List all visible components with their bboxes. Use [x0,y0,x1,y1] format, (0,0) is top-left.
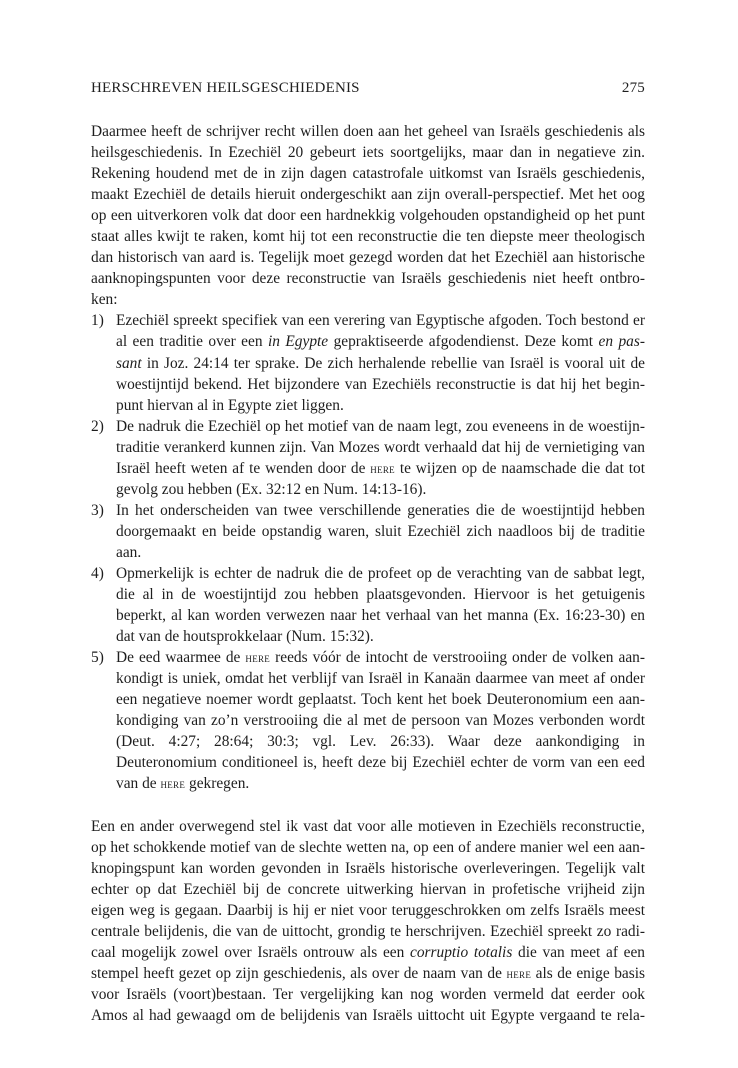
text-line: kondigt is uniek, omdat het verblijf van Israël in Kanaän daarmee van meet af onder [116,670,645,688]
text-line: aanknopingspunten voor deze reconstructie van Israëls geschiedenis niet heeft ontbro- [91,270,645,288]
text-line: kondiging van zo’n verstrooiing die al met de persoon van Mozes verbonden wordt [116,712,645,730]
text-line: gevolg zou hebben (Ex. 32:12 en Num. 14:13-16). [116,480,427,498]
text-line: 1) Ezechiël spreekt specifiek van een verering van Egyptische afgoden. Toch bestond er [91,310,645,331]
list-item-5 [91,647,645,794]
paragraph-conclusion [91,816,645,1026]
body-text [91,121,645,1026]
numbered-list [91,310,645,794]
running-title: HERSCHREVEN HEILSGESCHIEDENIS [91,80,360,96]
text-line: aan. [116,543,142,561]
text-line: doorgemaakt en beide opstandig waren, sluit Ezechiël zich naadloos bij de traditie [116,522,645,540]
text-line: op een uitverkoren volk dat door een hardnekkig volgehouden opstandigheid op het punt [91,207,645,225]
text-line: traditie verankerd kunnen zijn. Van Mozes wordt verhaald dat hij de vernietiging van [116,438,645,456]
text-line: Een en ander overwegend stel ik vast dat voor alle motieven in Ezechiëls reconstructie, [91,817,645,835]
text-line: heilsgeschiedenis. In Ezechiël 20 gebeurt iets soortgelijks, maar dan in negatieve zin. [91,144,645,162]
text-line: dan historisch van aard is. Tegelijk moet gezegd worden dat het Ezechiël aan historische [91,249,645,267]
page-number: 275 [621,80,645,96]
text-line: Rekening houdend met de in zijn dagen catastrofale uitkomst van Israëls geschiedenis, [91,165,645,183]
text-line: van de here gekregen. [116,775,250,793]
text-line: Deuteronomium conditioneel is, heeft deze bij Ezechiël echter de vorm van een eed [116,754,645,772]
text-line: beperkt, al kan worden verwezen naar het verhaal van het manna (Ex. 16:23-30) en [116,607,645,625]
text-line: caal mogelijk zowel over Israëls ontrouw als een corruptio totalis die van meet af een [91,943,646,961]
list-item-3 [91,500,645,563]
text-line: dat van de houtsprokkelaar (Num. 15:32). [116,628,374,646]
text-line: centrale belijdenis, die van de uittocht, grondig te herschrijven. Ezechiël spreekt zo radi- [91,922,645,940]
text-line: woestijntijd bekend. Het bijzondere van Ezechiëls reconstructie is dat hij het begin- [116,375,645,393]
text-line: een negatieve noemer wordt geplaatst. Toch kent het boek Deuteronomium een aan- [116,691,645,709]
list-number: 3) [91,501,104,519]
text-line: 2) De nadruk die Ezechiël op het motief van de naam legt, zou eveneens in de woestijn- [91,416,645,437]
text-line: 5) De eed waarmee de here reeds vóór de intocht de verstrooiing onder de volken aan- [91,647,645,668]
list-item-1 [91,310,645,415]
list-number: 1) [91,312,104,330]
list-item-2 [91,416,645,500]
list-number: 4) [91,564,104,582]
text-line: voor Israëls (voort)bestaan. Ter vergelijking kan nog worden vermeld dat eerder ook [91,985,645,1003]
text-line: knopingspunt kan worden gevonden in Israëls historische overleveringen. Tegelijk valt [91,859,645,877]
text-line: sant in Joz. 24:14 ter sprake. De zich herhalende rebellie van Israël is vooral uit de [116,354,645,372]
text-line: maakt Ezechiël de details hieruit ondergeschikt aan zijn overall-perspectief. Met het oog [91,186,645,204]
text-line: punt hiervan al in Egypte ziet liggen. [116,396,344,414]
text-line: op het schokkende motief van de slechte wetten na, op een of andere manier wel een aan- [91,838,645,856]
text-line: eigen weg is gegaan. Daarbij is hij er niet voor teruggeschrokken om zelfs Israëls meest [91,901,645,919]
running-header [91,78,645,98]
text-line: 3) In het onderscheiden van twee verschillende generaties die de woestijntijd hebben [91,500,645,521]
text-line: staat alles kwijt te raken, komt hij tot een reconstructie die ten diepste meer theologisch [91,228,645,246]
text-line: ken: [91,291,118,309]
text-line: al een traditie over een in Egypte gepraktiseerde afgodendienst. Deze komt en pas- [116,333,645,351]
text-line: Israël heeft weten af te wenden door de here te wijzen op de naamschade die dat tot [116,459,645,477]
text-line: Daarmee heeft de schrijver recht willen doen aan het geheel van Israëls geschiedenis als [91,123,645,140]
text-line: Amos al had gewaagd om de belijdenis van Israëls uittocht uit Egypte vergaand te rela- [91,1006,645,1024]
text-line: echter op dat Ezechiël bij de concrete uitwerking hiervan in profetische vrijheid zijn [91,880,645,898]
list-number: 5) [91,649,104,667]
text-line: die al in de woestijntijd zou hebben plaatsgevonden. Hiervoor is het getuigenis [116,586,645,604]
list-number: 2) [91,417,104,435]
paragraph-gap [91,795,645,816]
text-line: 4) Opmerkelijk is echter de nadruk die de profeet op de verachting van de sabbat legt, [91,563,645,584]
text-line: stempel heeft gezet op zijn geschiedenis, als over de naam van de here als de enige basis [91,964,645,982]
text-line: (Deut. 4:27; 28:64; 30:3; vgl. Lev. 26:33). Waar deze aankondiging in [116,733,645,751]
list-item-4 [91,563,645,647]
paragraph-intro [91,121,645,310]
